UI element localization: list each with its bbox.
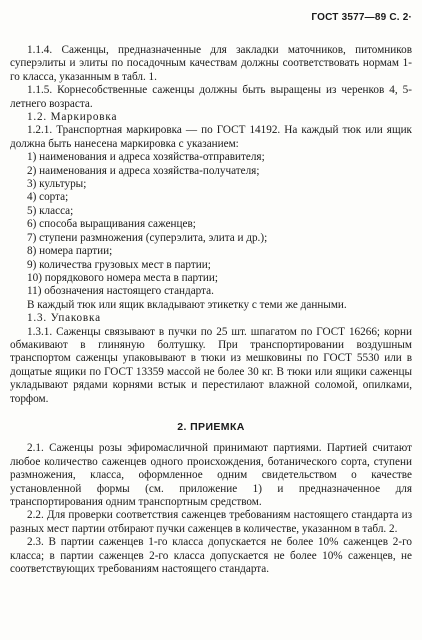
paragraph-1-2-1: 1.2.1. Транспортная маркировка — по ГОСТ 14192. На каждый тюк или ящик должна быть нанесена маркировка с указанием:	[10, 124, 412, 150]
marking-list	[10, 151, 412, 298]
list-item: 2) наименования и адреса хозяйства-получателя;	[27, 164, 260, 177]
list-item: 8) номера партии;	[27, 245, 113, 258]
list-item: 10) порядкового номера места в партии;	[27, 271, 218, 284]
paragraph-1-1-4: 1.1.4. Саженцы, предназначенные для закладки маточников, питомников суперэлиты и элиты по посадочным качествам должны соответствовать нормам 1-го класса, указанным в табл. 1.	[10, 44, 412, 83]
list-item: 4) сорта;	[27, 191, 69, 204]
list-item: 6) способа выращивания саженцев;	[27, 218, 196, 231]
paragraph-2-1: 2.1. Саженцы розы эфиромасличной принимают партиями. Партией считают любое количество саженцев одного происхождения, ботанического сорта, ступени размножения, класса, оформленное одним свидетельством о качестве установленной формы (см. приложение 1) и предназначенное для транспортирования одним транспортным средством.	[10, 442, 412, 508]
paragraph-2-2: 2.2. Для проверки соответствия саженцев требованиям настоящего стандарта из разных мест партии отбирают пучки саженцев в количестве, указанном в табл. 2.	[10, 509, 412, 535]
list-item: 7) ступени размножения (суперэлита, элита и др.);	[27, 231, 268, 244]
list-item: 1) наименования и адреса хозяйства-отправителя;	[27, 151, 265, 164]
section-title-packing: 1.3. Упаковка	[27, 312, 101, 325]
paragraph-1-3-1: 1.3.1. Саженцы связывают в пучки по 25 шт. шпагатом по ГОСТ 16266; корни обмакивают в глиняную болтушку. При транспортировании воздушным транспортом саженцы упаковывают в тюки из мешковины по ГОСТ 5530 или в дощатые ящики по ГОСТ 13359 массой не более 30 кг. В тюки или ящики саженцы укладывают рядами корнями встык и перестилают влажной соломой, опилками, торфом.	[10, 325, 412, 405]
section-title-marking: 1.2. Маркировка	[27, 111, 118, 124]
section-heading-acceptance: 2. ПРИЕМКА	[177, 420, 245, 433]
document-body	[10, 44, 412, 576]
list-item: 11) обозначения настоящего стандарта.	[27, 285, 214, 298]
list-item: 3) культуры;	[27, 178, 87, 191]
list-item: 9) количества грузовых мест в партии;	[27, 258, 211, 271]
paragraph-1-1-5: 1.1.5. Корнесобственные саженцы должны быть выращены из черенков 4, 5-летнего возраста.	[10, 84, 412, 110]
paragraph-label: В каждый тюк или ящик вкладывают этикетку с теми же данными.	[27, 298, 347, 311]
page-header: ГОСТ 3577—89 С. 2·	[311, 12, 412, 23]
list-item: 5) класса;	[27, 204, 74, 217]
paragraph-2-3: 2.3. В партии саженцев 1-го класса допускается не более 10% саженцев 2-го класса; в партии саженцев 2-го класса допускается не более 10% саженцев, не соответствующих требованиям настоящего стандарта.	[10, 536, 412, 576]
